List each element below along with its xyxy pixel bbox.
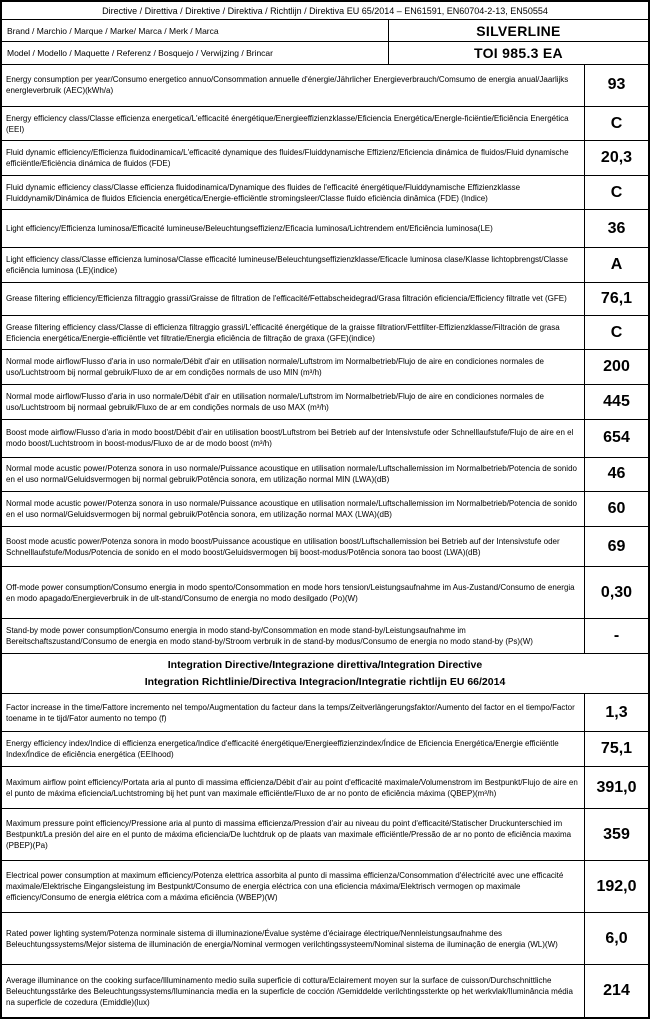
- spec-row-boost-mode-acoustic-power: [2, 527, 648, 567]
- row-label: Off-mode power consumption/Consumo energia in modo spento/Consommation en mode hors tension/Leistungsaufnahme im Aus-Zustand/Consumo de energia en modo apagado/Energieverbruik in de ult-stand/Consumo de energia no modo desilgado (Po)(W): [2, 567, 585, 618]
- row-label: Light efficiency/Efficienza luminosa/Efficacité lumineuse/Beleuchtungseffizienz/Eficacia luminosa/Lichtrendem ent/Eficiência luminosa(LE): [2, 210, 585, 247]
- directive-header-text: Directive / Direttiva / Direktive / Direktiva / Richtlijn / Direktiva EU 65/2014 – EN61591, EN60704-2-13, EN50554: [102, 5, 548, 16]
- spec-row-normal-mode-acoustic-power-max: [2, 492, 648, 527]
- spec-row-normal-mode-airflow-max: [2, 385, 648, 420]
- row-value: 391,0: [596, 778, 637, 796]
- row-value: A: [610, 256, 623, 274]
- row-label: Grease filtering efficiency class/Classe di efficienza filtraggio grassi/L'efficacité énergétique de la graisse filtration/Fettfilter-Effizienzklasse/Filtración de grasa Eficiencia energética/Energie-efficiëntle vet filtratie/Energia eficiência de filtração de graxa (GFE)(indice): [2, 316, 585, 350]
- model-value: TOI 985.3 EA: [474, 45, 563, 62]
- row-label: Boost mode acustic power/Potenza sonora in modo boost/Puissance acoustique en utilisation boost/Luftschallemission bei Betrieb auf der Intensivstufe oder Schnelllaufstufe/Modus/Potencia de sonido en el modo boost/Geluidsvermogen bij boost-modus/Potência sonora tao boost (LWA)(dB): [2, 527, 585, 566]
- row-label: Rated power lighting system/Potenza norminale sistema di illuminazione/Évalue système d'éciairage électrique/Nennleistungsaufnahme des Beleuchtungssystems/Mejor sistema de illuminación de energia/Nominal vermogen verilchtingssysteem/Nominal sistema de iluminação de energia (WL)(W): [2, 913, 585, 964]
- row-value: 93: [607, 76, 626, 94]
- row-value: 60: [607, 500, 626, 518]
- row-value: 46: [607, 465, 626, 483]
- model-label: Model / Modello / Maquette / Referenz / Bosquejo / Verwijzing / Brincar: [2, 42, 389, 63]
- row-value: 654: [603, 429, 630, 447]
- integration-directive-header: [2, 654, 648, 694]
- spec-row-normal-mode-airflow-min: [2, 350, 648, 385]
- spec-row-off-mode-power-consumption: [2, 567, 648, 619]
- row-label: Fluid dynamic efficiency/Efficienza fluidodinamica/L'efficacité dynamique des fluides/Fluiddynamische Effizienz/Eficiencia dinámica de fluidos/Fluid dynamische efficiëntle/Eficiència dinámica de fluidos (FDE): [2, 141, 585, 175]
- row-label: Energy efficiency index/Indice di efficienza energetica/Indice d'efficacité énergétique/Energieeffizienzindex/Índice de Eficiencia Energética/Energie efficiëntle Index/Índice de eficiência energética (EEIhood): [2, 732, 585, 766]
- integration-header-line2: Integration Richtlinie/Directiva Integracion/Integratie richtlijn EU 66/2014: [144, 675, 506, 688]
- row-value: C: [610, 183, 623, 201]
- spec-row-time-increase-factor: [2, 694, 648, 732]
- row-label: Maximum airflow point efficiency/Portata aria al punto di massima efficienza/Débit d'air au point d'efficacité maximale/Volumenstrom im Bestpunkt/Flujo de aire en el punto de máxima eficiencia/Luchtstroming bij het punt van maximale efficiëntle/Fluxo de ar no ponto de eficiência máxima (QBEP)(m³/h): [2, 767, 585, 808]
- row-label: Energy consumption per year/Consumo energetico annuo/Consommation annuelle d'énergie/Jährlicher Energieverbrauch/Comsumo de energia anual/Jaarlijks energleverbruik (AEC)(kWh/a): [2, 65, 585, 106]
- row-value: 214: [603, 982, 630, 1000]
- row-value: C: [610, 323, 623, 341]
- integration-header-line1: Integration Directive/Integrazione direttiva/Integration Directive: [167, 658, 483, 671]
- row-value: 20,3: [600, 149, 633, 167]
- row-value: 445: [603, 392, 630, 410]
- row-value: 75,1: [600, 740, 633, 758]
- row-label: Boost mode airflow/Flusso d'aria in modo boost/Débit d'air en utilisation boost/Luftstrom bei Betrieb auf der Intensivstufe oder Schnelllaufstufe/Flujo de aire en el modo boost/Luchtstroom in boost-modus/Fluxo de ar de modo boost (m³/h): [2, 420, 585, 457]
- row-label: Normal mode acustic power/Potenza sonora in uso normale/Puissance acoustique en utilisation normale/Luftschallemission im Normalbetrieb/Potencia de sonido en el uso normal/Geluidsvermogen bij normal gebruik/Potência sonora, em utilização normal MIN (LWA)(dB): [2, 458, 585, 492]
- row-value: 69: [607, 537, 626, 555]
- spec-row-energy-efficiency-class: [2, 107, 648, 142]
- spec-row-energy-efficiency-index: [2, 732, 648, 767]
- row-label: Stand-by mode power consumption/Consumo energia in modo stand-by/Consommation en mode stand-by/Leistungsaufnahme im Bereitschaftszustand/Consumo de energia en modo stand-by/Stroom verbruik in de stand-by modus/Consumo de energia no modo stand-by (Ps)(W): [2, 619, 585, 653]
- row-label: Maximum pressure point efficiency/Pressione aria al punto di massima efficienza/Pression d'air au niveau du point d'efficacité/Statischer Druckunterschied im Bestpunkt/La presión del aire en el punto de máxima eficiencia/De luchtdruk op de plaats van maximale efficiëntle/Pressão de ar no ponto de eficiência maxima (PBEP)(Pa): [2, 809, 585, 860]
- row-label: Electrical power consumption at maximum efficiency/Potenza elettrica assorbita al punto di massima efficienza/Consommation d'électricité avec une efficacité maximale/Elektrische Eingangsleistung im Bestpunkt/Consumo de energia eléctrica con una eficiencia máxima/Elektrisch vermogen op maximale efficiency/Consumo de energia elétrica com a máxima eficiência (WBEP)(W): [2, 861, 585, 912]
- row-label: Fluid dynamic efficiency class/Classe efficienza fluidodinamica/Dynamique des fluides de l'efficacité énergétique/Fluiddynamische Effizienzklasse Fluiddynamik/Dinámica de fluidos Eficiencia energética/Energie-efficiëntle stromingsleer/Classe fluido eficiència dinâmica (FDE) (Indice): [2, 176, 585, 210]
- spec-row-normal-mode-acoustic-power-min: [2, 458, 648, 493]
- spec-row-fluid-dynamic-efficiency-class: [2, 176, 648, 211]
- row-value: 359: [603, 825, 630, 843]
- row-value: 76,1: [600, 289, 633, 307]
- spec-row-light-efficiency-class: [2, 248, 648, 283]
- spec-row-energy-consumption-per-year: [2, 65, 648, 107]
- brand-value: SILVERLINE: [476, 22, 561, 39]
- directive-header-row: [2, 2, 648, 20]
- row-value: 200: [603, 358, 630, 376]
- spec-row-grease-filtering-efficiency-class: [2, 316, 648, 351]
- spec-row-fluid-dynamic-efficiency: [2, 141, 648, 176]
- row-label: Light efficiency class/Classe efficienza luminosa/Classe efficacité lumineuse/Beleuchtungseffizienzklasse/Eficacle luminosa clase/Klasse lichtopbrengst/Classe eficiência luminosa (LE)(indice): [2, 248, 585, 282]
- row-label: Normal mode acustic power/Potenza sonora in uso normale/Puissance acoustique en utilisation normale/Luftschallemission im Normalbetrieb/Potencia de sonido en el uso normal/Geluidsvermogen bij normal gebruik/Potência sonora, em utilização normal MAX (LWA)(dB): [2, 492, 585, 526]
- row-label: Normal mode airflow/Flusso d'aria in uso normale/Débit d'air en utilisation normale/Luftstrom im Normalbetrieb/Flujo de aire en condiciones normales de uso/Luchtstroom bij normaal gebruik/Fluxo de ar em condições normals de uso MAX (m³/h): [2, 385, 585, 419]
- row-label: Average illuminance on the cooking surface/Illuminamento medio suila superficie di cottura/Eclairement moyen sur la surface de cuisson/Durchschnittliche Beleuchtungsstärke des Beleuchtungssystems/Iluminancia media en la superficle de cocción /Gemiddelde verilchtingssterkte op het werkvlak/Iluminância média na superficle de cozedura (Emiddle)(lux): [2, 965, 585, 1017]
- row-value: 192,0: [596, 877, 637, 895]
- spec-row-light-efficiency: [2, 210, 648, 248]
- row-value: -: [613, 627, 620, 645]
- row-label: Factor increase in the time/Fattore incremento nel tempo/Augmentation du facteur dans la temps/Zeitverlängerungsfaktor/Aumento del factor en el tiempo/Factor toename in te tijd/Fator aumento no tempo (f): [2, 694, 585, 731]
- spec-row-boost-mode-airflow: [2, 420, 648, 458]
- spec-row-max-pressure-point-efficiency: [2, 809, 648, 861]
- row-value: C: [610, 114, 623, 132]
- row-label: Energy efficiency class/Classe efficienza energetica/L'efficacité énergétique/Energieeffizienzklasse/Eficiencia Energética/Energle-ficiëntie/Eficiência Energética (EEI): [2, 107, 585, 141]
- spec-row-rated-power-lighting-system: [2, 913, 648, 965]
- brand-row: [2, 20, 648, 42]
- spec-row-electrical-power-at-max-efficiency: [2, 861, 648, 913]
- model-row: [2, 42, 648, 64]
- row-label: Normal mode airflow/Flusso d'aria in uso normale/Débit d'air en utilisation normale/Luftstrom im Normalbetrieb/Flujo de aire en condiciones normales de uso/Luchtstroom bij normal gebruik/Fluxo de ar em condições normals de uso MIN (m³/h): [2, 350, 585, 384]
- spec-row-standby-power-consumption: [2, 619, 648, 654]
- row-label: Grease filtering efficiency/Efficienza filtraggio grassi/Graisse de filtration de l'efficacité/Fettabscheidegrad/Grasa filtración eficiencia/Efficiency filtratle vet (GFE): [2, 283, 585, 315]
- row-value: 6,0: [605, 929, 628, 947]
- row-value: 36: [607, 219, 626, 237]
- row-value: 1,3: [605, 703, 628, 721]
- spec-row-grease-filtering-efficiency: [2, 283, 648, 316]
- row-value: 0,30: [600, 583, 633, 601]
- brand-label: Brand / Marchio / Marque / Marke/ Marca / Merk / Marca: [2, 20, 389, 41]
- spec-row-max-airflow-point-efficiency: [2, 767, 648, 809]
- spec-row-average-illuminance: [2, 965, 648, 1017]
